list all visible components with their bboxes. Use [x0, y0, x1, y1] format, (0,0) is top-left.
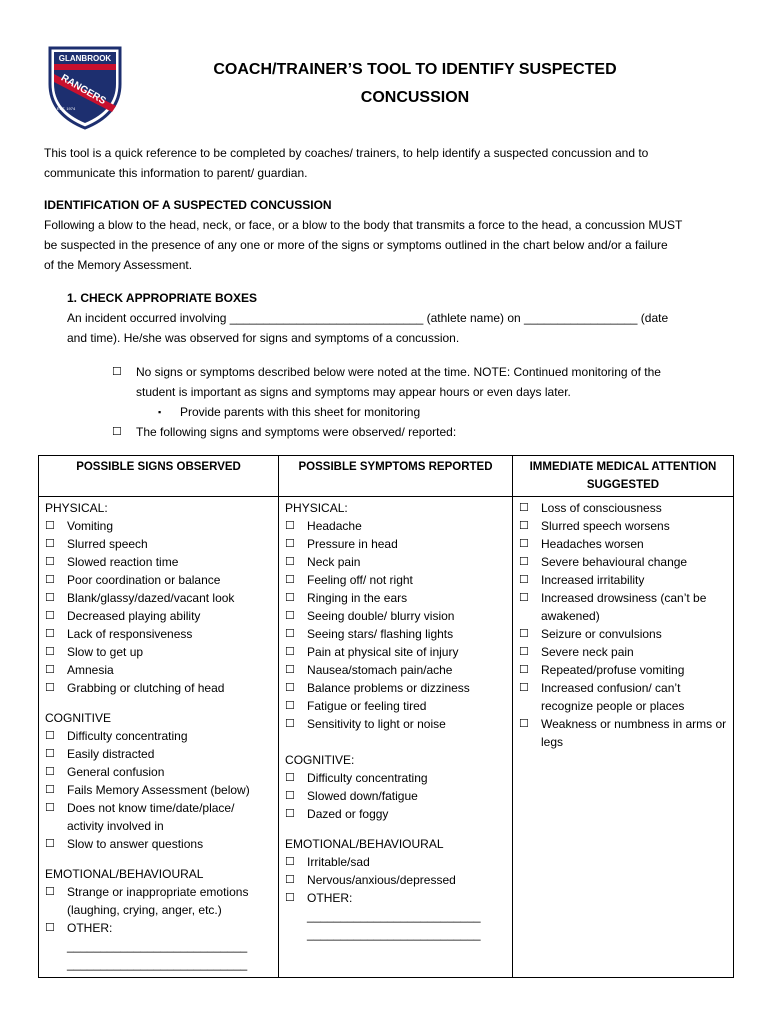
checkbox-item[interactable]: [45, 745, 272, 763]
identification-line: be suspected in the presence of any one or more of the signs or symptoms outlined in the chart below and/or a failure: [44, 238, 668, 252]
checkbox-label: OTHER:: [67, 921, 113, 935]
checkbox[interactable]: ☐: [45, 682, 55, 694]
section-label: COGNITIVE: [45, 711, 112, 725]
checkbox-item[interactable]: [285, 571, 506, 589]
checkbox[interactable]: ☐: [45, 886, 55, 898]
checkbox-item[interactable]: [45, 661, 272, 679]
checkbox[interactable]: ☐: [518, 628, 529, 640]
checkbox-label: Loss of consciousness: [540, 501, 662, 515]
other-blank-line[interactable]: ___________________________: [67, 939, 248, 953]
checkbox-item[interactable]: [285, 535, 506, 553]
checkbox[interactable]: ☐: [518, 664, 529, 676]
step1-line: and time). He/she was observed for signs and symptoms of a concussion.: [67, 331, 460, 345]
intro-paragraph: [44, 143, 734, 183]
checkbox[interactable]: ☐: [45, 646, 55, 658]
checkbox-item[interactable]: [45, 679, 272, 697]
checkbox[interactable]: ☐: [285, 718, 295, 730]
checkbox[interactable]: ☐: [285, 664, 295, 676]
checkbox-label: Seizure or convulsions: [540, 627, 662, 641]
section-label: PHYSICAL:: [285, 501, 348, 515]
no-signs-text: No signs or symptoms described below were noted at the time. NOTE: Continued monitoring of the: [136, 365, 661, 379]
checkbox-label: Seeing stars/ flashing lights: [307, 627, 454, 641]
title-line-2: CONCUSSION: [360, 89, 470, 106]
checkbox-label: Strange or inappropriate emotions (laughing, crying, anger, etc.): [67, 885, 249, 917]
checkbox-item[interactable]: [285, 589, 506, 607]
signs-symptoms-table: [38, 455, 734, 978]
checkbox-item[interactable]: [285, 607, 506, 625]
checkbox-label: Increased irritability: [540, 573, 645, 587]
checkbox[interactable]: ☐: [518, 538, 529, 550]
checkbox[interactable]: ☐: [45, 520, 55, 532]
checkbox-label: Vomiting: [67, 519, 114, 533]
checkbox[interactable]: ☐: [518, 718, 529, 730]
section-label: PHYSICAL:: [45, 501, 108, 515]
checkbox-label: Nausea/stomach pain/ache: [307, 663, 453, 677]
logo-text-est: EST. 1974: [56, 106, 76, 111]
checkbox-item[interactable]: [519, 643, 727, 661]
checkbox-label: Slurred speech: [67, 537, 148, 551]
checkbox-label: Headaches worsen: [540, 537, 644, 551]
checkbox-item[interactable]: [285, 715, 506, 733]
checkbox-label: Blank/glassy/dazed/vacant look: [67, 591, 235, 605]
checkbox-item[interactable]: [519, 535, 727, 553]
checkbox-item[interactable]: [45, 883, 272, 919]
checkbox[interactable]: ☐: [285, 628, 295, 640]
checkbox-item[interactable]: [285, 697, 506, 715]
checkbox-label: General confusion: [67, 765, 165, 779]
checkbox-label: Increased confusion/ can’t recognize people or places: [540, 681, 685, 713]
checkbox-item[interactable]: [45, 607, 272, 625]
no-signs-text-2: student is important as signs and symptoms may appear hours or even days later.: [136, 385, 571, 399]
checkbox-label: Severe neck pain: [540, 645, 634, 659]
intro-line: This tool is a quick reference to be completed by coaches/ trainers, to help identify a suspected concussion and to: [44, 146, 649, 160]
bullet-icon: ▪: [158, 407, 162, 417]
checkbox-label: Lack of responsiveness: [67, 627, 193, 641]
checkbox[interactable]: ☐: [45, 802, 55, 814]
checkbox[interactable]: ☐: [285, 874, 295, 886]
checkbox-item[interactable]: [285, 643, 506, 661]
checkbox-item[interactable]: [45, 799, 272, 835]
checkbox-label: Grabbing or clutching of head: [67, 681, 225, 695]
logo-text-mid: RANGERS: [58, 72, 108, 108]
glanbrook-rangers-logo: [44, 44, 126, 130]
checkbox-item[interactable]: [519, 553, 727, 571]
checkbox-item[interactable]: [285, 679, 506, 697]
checkbox[interactable]: ☐: [285, 772, 295, 784]
checkbox[interactable]: ☐: [518, 502, 529, 514]
checkbox[interactable]: ☐: [45, 838, 55, 850]
checkbox-label: Repeated/profuse vomiting: [540, 663, 685, 677]
checkbox-item[interactable]: [45, 919, 272, 937]
checkbox[interactable]: ☐: [45, 610, 55, 622]
checkbox-item[interactable]: [45, 835, 272, 853]
checkbox[interactable]: ☐: [285, 592, 295, 604]
checkbox[interactable]: ☐: [285, 700, 295, 712]
checkbox[interactable]: ☐: [45, 766, 55, 778]
identification-line: Following a blow to the head, neck, or face, or a blow to the body that transmits a force to the head, a concussion MUST: [44, 218, 683, 232]
checkbox-item[interactable]: [45, 625, 272, 643]
checkbox-label: Balance problems or dizziness: [307, 681, 470, 695]
page-title: [150, 56, 680, 112]
checkbox-item[interactable]: [519, 679, 727, 715]
checkbox-label: Does not know time/date/place/ activity involved in: [67, 801, 235, 833]
checkbox-item[interactable]: [45, 553, 272, 571]
title-line-1: COACH/TRAINER’S TOOL TO IDENTIFY SUSPECTED: [213, 61, 617, 78]
checkbox-label: Slurred speech worsens: [540, 519, 670, 533]
checkbox-label: Dazed or foggy: [307, 807, 389, 821]
checkbox-item[interactable]: [519, 499, 727, 517]
checkbox-label: Pain at physical site of injury: [307, 645, 459, 659]
checkbox[interactable]: ☐: [518, 682, 529, 694]
checkbox-label: Slowed reaction time: [67, 555, 179, 569]
checkbox-label: Headache: [307, 519, 362, 533]
checkbox-label: Amnesia: [67, 663, 114, 677]
other-blank-line[interactable]: __________________________: [307, 927, 481, 941]
checkbox[interactable]: ☐: [518, 646, 529, 658]
other-blank-line[interactable]: __________________________: [307, 909, 481, 923]
checkbox-label: Pressure in head: [307, 537, 398, 551]
symptoms-column: [279, 497, 513, 978]
checkbox-label: OTHER:: [307, 891, 353, 905]
checkbox-label: Seeing double/ blurry vision: [307, 609, 455, 623]
checkbox[interactable]: ☐: [518, 556, 529, 568]
header-medical: IMMEDIATE MEDICAL ATTENTION SUGGESTED: [512, 456, 733, 497]
checkbox[interactable]: ☐: [285, 856, 295, 868]
checkbox[interactable]: ☐: [518, 520, 529, 532]
checkbox-label: Severe behavioural change: [540, 555, 688, 569]
checkbox-label: Difficulty concentrating: [307, 771, 428, 785]
identification-section: [44, 195, 734, 275]
checkbox-item[interactable]: [285, 853, 506, 871]
medical-column: [512, 497, 733, 978]
logo-text-top: GLANBROOK: [58, 54, 112, 63]
checkbox[interactable]: ☐: [45, 556, 55, 568]
no-signs-checkbox[interactable]: ☐: [112, 366, 122, 378]
checkbox-item[interactable]: [45, 643, 272, 661]
checkbox[interactable]: ☐: [285, 610, 295, 622]
checkbox-label: Fatigue or feeling tired: [307, 699, 427, 713]
checkbox[interactable]: ☐: [45, 574, 55, 586]
checkbox-item[interactable]: [285, 553, 506, 571]
signs-observed-text: The following signs and symptoms were observed/ reported:: [136, 425, 457, 439]
section-label: COGNITIVE:: [285, 753, 355, 767]
checkbox-item[interactable]: [285, 661, 506, 679]
checkbox-label: Slow to get up: [67, 645, 144, 659]
identification-line: of the Memory Assessment.: [44, 258, 193, 272]
step1-section: [67, 288, 737, 348]
checkbox-item[interactable]: [45, 727, 272, 745]
checkbox[interactable]: ☐: [285, 574, 295, 586]
step1-heading: 1. CHECK APPROPRIATE BOXES: [67, 291, 258, 305]
checkbox-item[interactable]: [45, 571, 272, 589]
checkbox[interactable]: ☐: [45, 664, 55, 676]
provide-parents-text: Provide parents with this sheet for monitoring: [180, 405, 421, 419]
checkbox[interactable]: ☐: [285, 808, 295, 820]
header-symptoms: POSSIBLE SYMPTOMS REPORTED: [279, 456, 513, 497]
checkbox-label: Sensitivity to light or noise: [307, 717, 446, 731]
checkbox-item[interactable]: [285, 805, 506, 823]
checkbox[interactable]: ☐: [285, 556, 295, 568]
checkbox[interactable]: ☐: [285, 790, 295, 802]
checkbox-item[interactable]: [519, 517, 727, 535]
checkbox-label: Decreased playing ability: [67, 609, 201, 623]
checkbox-label: Irritable/sad: [307, 855, 370, 869]
checkbox[interactable]: ☐: [285, 646, 295, 658]
checkbox-item[interactable]: [285, 787, 506, 805]
other-blank-line[interactable]: ___________________________: [67, 957, 248, 971]
checkbox[interactable]: ☐: [518, 592, 529, 604]
checkbox-label: Increased drowsiness (can’t be awakened): [540, 591, 707, 623]
checkbox-label: Nervous/anxious/depressed: [307, 873, 456, 887]
checkbox[interactable]: ☐: [285, 538, 295, 550]
checkbox-item[interactable]: [45, 763, 272, 781]
checkbox-item[interactable]: [285, 871, 506, 889]
checkbox[interactable]: ☐: [45, 784, 55, 796]
checkbox-item[interactable]: [45, 589, 272, 607]
checkbox[interactable]: ☐: [285, 892, 295, 904]
checkbox-label: Difficulty concentrating: [67, 729, 188, 743]
checkbox-item[interactable]: [45, 517, 272, 535]
checkbox-item[interactable]: [519, 589, 727, 625]
header-signs: POSSIBLE SIGNS OBSERVED: [39, 456, 279, 497]
checkbox-item[interactable]: [45, 535, 272, 553]
checkbox-label: Slow to answer questions: [67, 837, 204, 851]
signs-column: [39, 497, 279, 978]
checkbox-label: Poor coordination or balance: [67, 573, 221, 587]
checkbox[interactable]: ☐: [45, 538, 55, 550]
checkbox-label: Neck pain: [307, 555, 361, 569]
checkbox-item[interactable]: [285, 769, 506, 787]
checkbox[interactable]: ☐: [45, 592, 55, 604]
checkbox[interactable]: ☐: [45, 922, 55, 934]
checkbox-item[interactable]: [519, 571, 727, 589]
checkbox-label: Fails Memory Assessment (below): [67, 783, 250, 797]
signs-observed-checkbox[interactable]: ☐: [112, 426, 122, 438]
checkbox-label: Easily distracted: [67, 747, 155, 761]
checkbox-item[interactable]: [519, 661, 727, 679]
checkbox[interactable]: ☐: [45, 748, 55, 760]
section-label: EMOTIONAL/BEHAVIOURAL: [285, 837, 444, 851]
checkbox[interactable]: ☐: [45, 628, 55, 640]
checkbox-label: Slowed down/fatigue: [307, 789, 418, 803]
checkbox-label: Ringing in the ears: [307, 591, 408, 605]
checkbox-item[interactable]: [285, 889, 506, 907]
checkbox-item[interactable]: [519, 715, 727, 751]
checkbox-label: Weakness or numbness in arms or legs: [540, 717, 727, 749]
options-section: [112, 362, 732, 442]
checkbox-label: Feeling off/ not right: [307, 573, 413, 587]
checkbox-item[interactable]: [45, 781, 272, 799]
section-label: EMOTIONAL/BEHAVIOURAL: [45, 867, 204, 881]
identification-heading: IDENTIFICATION OF A SUSPECTED CONCUSSION: [44, 198, 332, 212]
checkbox[interactable]: ☐: [285, 520, 295, 532]
step1-line: An incident occurred involving _____________________________ (athlete name) on _________________ (date: [67, 311, 669, 325]
checkbox[interactable]: ☐: [518, 574, 529, 586]
intro-line: communicate this information to parent/ guardian.: [44, 166, 308, 180]
checkbox[interactable]: ☐: [285, 682, 295, 694]
checkbox-item[interactable]: [285, 517, 506, 535]
checkbox-item[interactable]: [285, 625, 506, 643]
checkbox[interactable]: ☐: [45, 730, 55, 742]
checkbox-item[interactable]: [519, 625, 727, 643]
